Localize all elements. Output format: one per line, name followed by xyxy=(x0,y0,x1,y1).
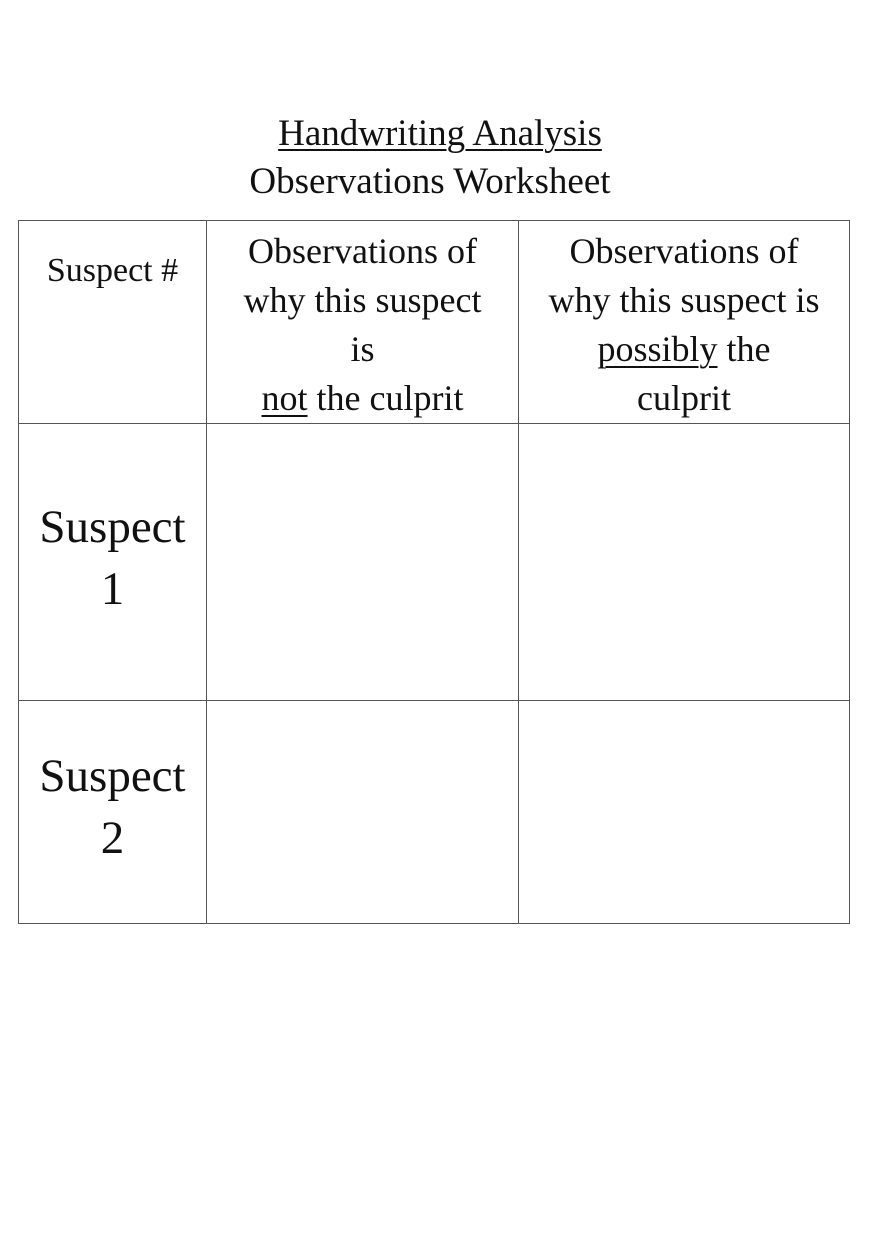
suspect-label-number: 2 xyxy=(100,812,125,864)
table-header-row xyxy=(19,221,850,424)
table-row xyxy=(19,701,850,924)
worksheet-header xyxy=(0,110,880,206)
header-possibly-line2: why this suspect is xyxy=(548,280,820,320)
worksheet-title: Handwriting Analysis xyxy=(278,113,602,154)
header-possibly-culprit xyxy=(519,221,850,424)
header-possibly-line4: culprit xyxy=(637,378,731,418)
possibly-culprit-observation-cell[interactable] xyxy=(519,701,850,924)
not-culprit-observation-cell[interactable] xyxy=(207,701,519,924)
header-possibly-line1: Observations of xyxy=(569,231,799,271)
suspect-label-cell xyxy=(19,701,207,924)
suspect-label-word: Suspect xyxy=(39,501,186,553)
header-possibly-line3: the xyxy=(726,329,771,369)
observations-table xyxy=(18,220,850,924)
suspect-label-cell xyxy=(19,424,207,701)
header-not-line2: why this suspect xyxy=(243,280,482,320)
suspect-label-number: 1 xyxy=(100,563,125,615)
suspect-label-word: Suspect xyxy=(39,750,186,802)
header-not-culprit xyxy=(207,221,519,424)
header-not-line1: Observations of xyxy=(248,231,477,271)
header-suspect-number: Suspect # xyxy=(19,221,207,424)
possibly-culprit-observation-cell[interactable] xyxy=(519,424,850,701)
header-not-line4: the culprit xyxy=(316,378,464,418)
header-not-emphasis: not xyxy=(261,378,308,418)
table-row xyxy=(19,424,850,701)
header-possibly-emphasis: possibly xyxy=(597,329,718,369)
not-culprit-observation-cell[interactable] xyxy=(207,424,519,701)
worksheet-subtitle: Observations Worksheet xyxy=(249,161,611,202)
header-not-line3: is xyxy=(350,329,375,369)
